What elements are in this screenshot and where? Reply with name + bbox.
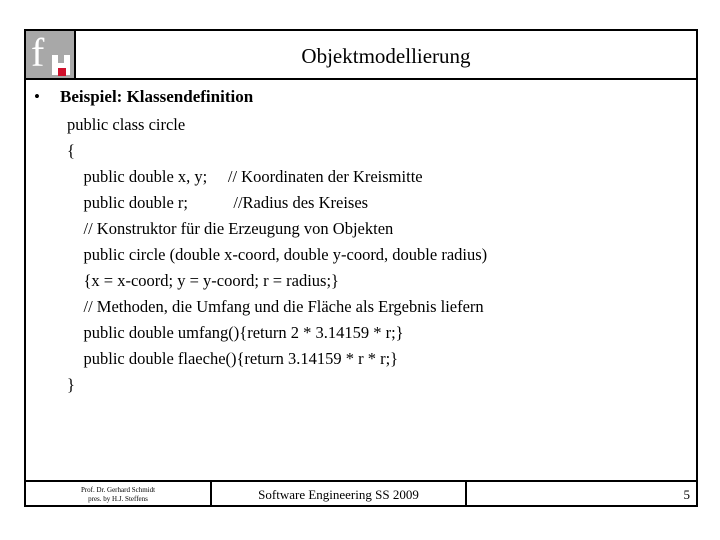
slide-footer <box>26 480 696 507</box>
code-line: } <box>67 375 75 394</box>
code-line: {x = x-coord; y = y-coord; r = radius;} <box>67 271 339 290</box>
code-line: { <box>67 141 75 160</box>
code-line: // Methoden, die Umfang und die Fläche als Ergebnis liefern <box>67 297 484 316</box>
slide-frame <box>24 29 698 507</box>
author-line-1: Prof. Dr. Gerhard Schmidt <box>80 485 156 494</box>
slide-header <box>26 31 696 80</box>
code-block <box>67 112 687 398</box>
footer-course: Software Engineering SS 2009 <box>212 482 467 507</box>
fh-logo: f <box>26 31 76 78</box>
code-line: public double flaeche(){return 3.14159 * r * r;} <box>67 349 399 368</box>
code-line: public double x, y; // Koordinaten der Kreismitte <box>67 167 423 186</box>
code-line: public class circle <box>67 115 186 134</box>
footer-author <box>26 482 212 507</box>
code-line: public double umfang(){return 2 * 3.14159 * r;} <box>67 323 404 342</box>
bullet-icon: • <box>34 87 40 106</box>
bullet-text: Beispiel: Klassendefinition <box>60 87 254 106</box>
page-number: 5 <box>683 486 690 502</box>
code-line: // Konstruktor für die Erzeugung von Objekten <box>67 219 394 238</box>
code-line: public circle (double x-coord, double y-coord, double radius) <box>67 245 488 264</box>
bullet-heading <box>34 87 253 107</box>
author-line-2: pres. by H.J. Steffens <box>88 494 148 503</box>
code-line: public double r; //Radius des Kreises <box>67 193 369 212</box>
slide-title: Objektmodellierung <box>301 44 471 68</box>
